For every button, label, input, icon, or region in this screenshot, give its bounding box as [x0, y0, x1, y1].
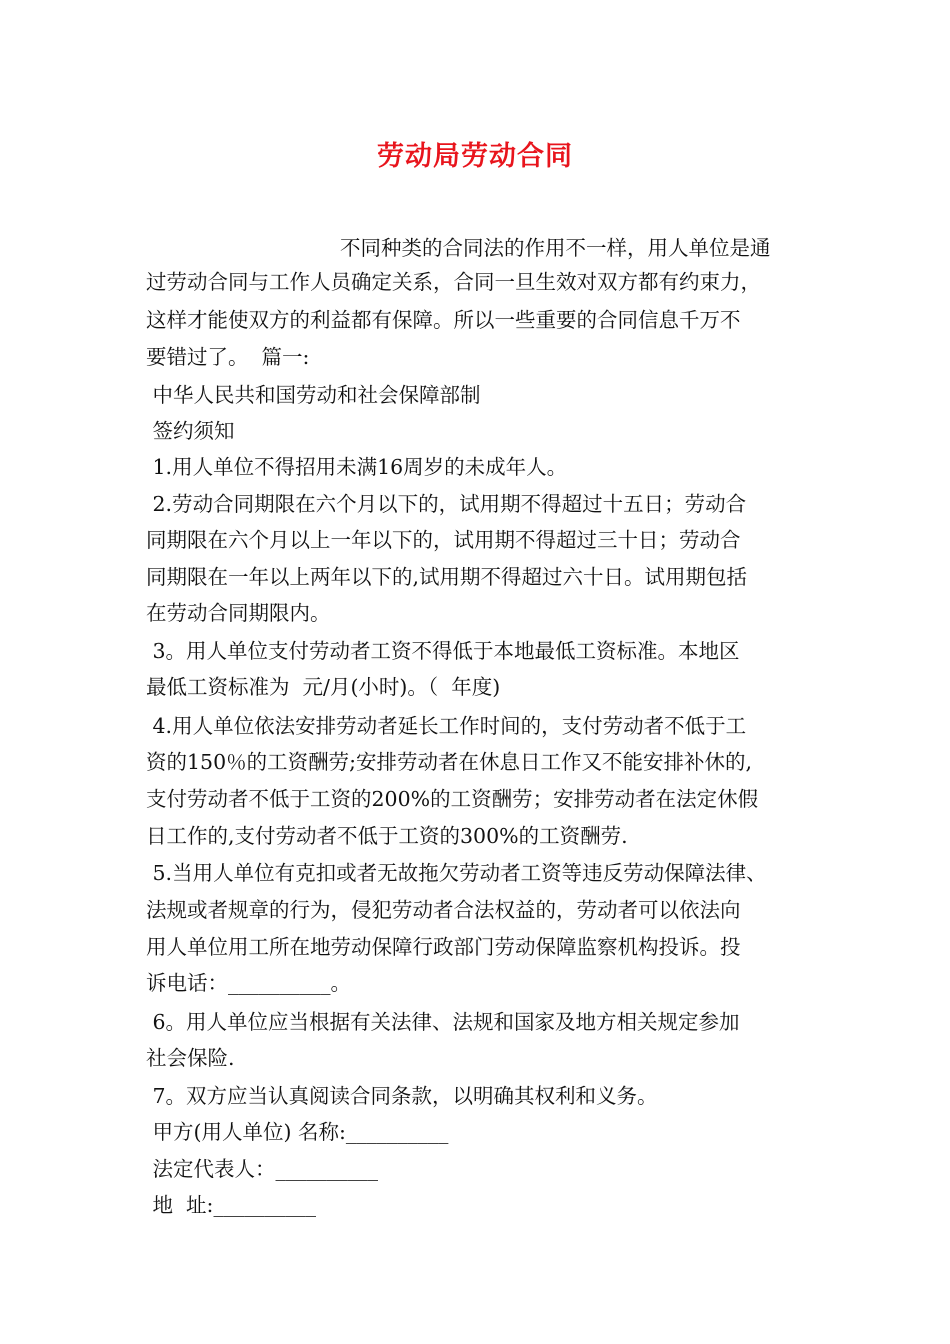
body-line: 中华人民共和国劳动和社会保障部制: [146, 383, 481, 407]
body-line: 2.劳动合同期限在六个月以下的，试用期不得超过十五日；劳动合: [146, 492, 747, 516]
body-line: 同期限在六个月以上一年以下的，试用期不得超过三十日；劳动合: [146, 528, 741, 552]
body-line: 地 址:__________: [146, 1193, 316, 1217]
body-line: 诉电话：__________。: [146, 971, 351, 995]
body-line: 在劳动合同期限内。: [146, 601, 331, 625]
body-line: 日工作的,支付劳动者不低于工资的300%的工资酬劳.: [146, 824, 628, 848]
body-line: 要错过了。 篇一:: [146, 345, 310, 369]
body-line: 同期限在一年以上两年以下的,试用期不得超过六十日。试用期包括: [146, 565, 748, 589]
body-line: 法定代表人：__________: [146, 1157, 379, 1181]
body-line: 1.用人单位不得招用未满16周岁的未成年人。: [146, 455, 568, 479]
document-title: 劳动局劳动合同: [377, 141, 573, 172]
body-line: 5.当用人单位有克扣或者无故拖欠劳动者工资等违反劳动保障法律、: [146, 861, 767, 885]
body-line: 3。用人单位支付劳动者工资不得低于本地最低工资标准。本地区: [146, 639, 740, 663]
body-line: 甲方(用人单位) 名称:__________: [146, 1120, 449, 1144]
body-line: 不同种类的合同法的作用不一样，用人单位是通: [340, 236, 771, 260]
body-line: 社会保险.: [146, 1046, 235, 1070]
body-line: 用人单位用工所在地劳动保障行政部门劳动保障监察机构投诉。投: [146, 935, 741, 959]
body-line: 6。用人单位应当根据有关法律、法规和国家及地方相关规定参加: [146, 1010, 740, 1034]
body-line: 7。双方应当认真阅读合同条款，以明确其权利和义务。: [146, 1084, 658, 1108]
body-line: 法规或者规章的行为，侵犯劳动者合法权益的，劳动者可以依法向: [146, 898, 741, 922]
body-line: 4.用人单位依法安排劳动者延长工作时间的，支付劳动者不低于工: [146, 714, 747, 738]
body-line: 资的150％的工资酬劳;安排劳动者在休息日工作又不能安排补休的,: [146, 750, 753, 774]
body-line: 最低工资标准为 元/月(小时)。（ 年度): [146, 675, 501, 699]
body-line: 这样才能使双方的利益都有保障。所以一些重要的合同信息千万不: [146, 308, 741, 332]
body-line: 过劳动合同与工作人员确定关系，合同一旦生效对双方都有约束力，: [146, 270, 761, 294]
body-line: 签约须知: [146, 419, 235, 443]
body-line: 支付劳动者不低于工资的200%的工资酬劳；安排劳动者在法定休假: [146, 787, 759, 811]
